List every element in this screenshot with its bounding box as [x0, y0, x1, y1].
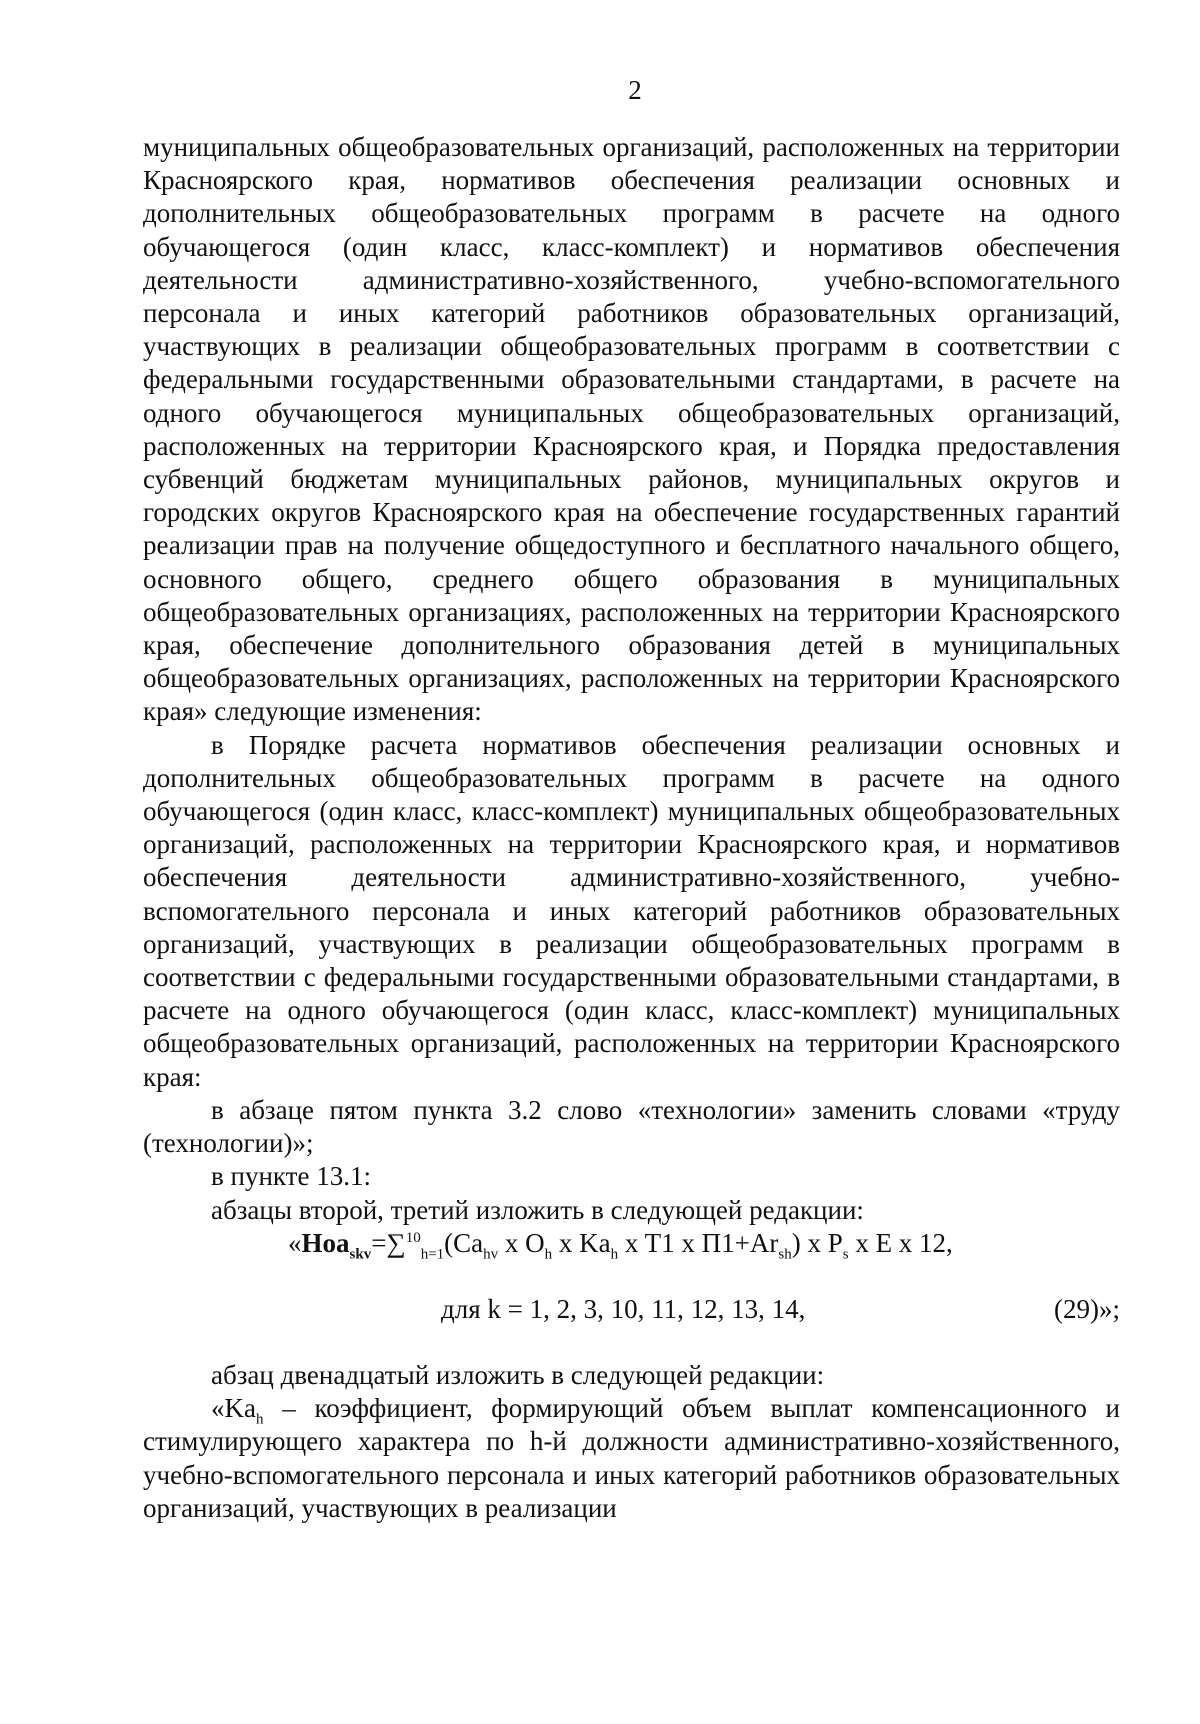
- formula-body-1-sub: hv: [483, 1246, 499, 1263]
- paragraph-intro: муниципальных общеобразовательных организаций, расположенных на территории Красноярского края, нормативов обеспечения реализации основных и дополнительных общеобразовательных программ в расчете на одного обучающегося (один класс, класс-комплект) и нормативов обеспечения деятельности административно-хозяйственного, учебно-вспомогательного персонала и иных категорий работников образовательных организаций, участвующих в реализации общеобразовательных программ в соответствии с федеральными государственными образовательными стандартами, в расчете на одного обучающегося муниципальных общеобразовательных организаций, расположенных на территории Красноярского края, и Порядка предоставления субвенций бюджетам муниципальных районов, муниципальных округов и городских округов Красноярского края на обеспечение государственных гарантий реализации прав на получение общедоступного и бесплатного начального общего, основного общего, среднего общего образования в муниципальных общеобразовательных организациях, расположенных на территории Красноярского края, обеспечение дополнительного образования детей в муниципальных общеобразовательных организациях, расположенных на территории Красноярского края» следующие изменения:: [143, 132, 1120, 727]
- formula-sum-lower: h=1: [420, 1246, 445, 1263]
- formula-body-3-sub: h: [610, 1246, 619, 1263]
- kah-sub: h: [255, 1411, 264, 1428]
- paragraph-item-3-2: в абзаце пятом пункта 3.2 слово «технологии» заменить словами «труду (технологии)»;: [143, 1094, 1120, 1159]
- formula-body-5-sub: s: [842, 1246, 849, 1263]
- formula-number: (29)»;: [1054, 1293, 1120, 1324]
- formula-lhs-sub: skv: [349, 1246, 372, 1263]
- paragraph-abzac-12: абзац двенадцатый изложить в следующей редакции:: [211, 1359, 825, 1390]
- formula-equals: =: [371, 1227, 387, 1258]
- formula-body-4: x T1 x П1+Ar: [618, 1227, 779, 1258]
- formula-body-3: x Ka: [552, 1227, 611, 1258]
- formula-29: [143, 1227, 1120, 1263]
- formula-body-6: x E x 12,: [848, 1227, 953, 1258]
- formula-open-quote: «: [288, 1227, 302, 1258]
- formula-body-2-sub: h: [544, 1246, 553, 1263]
- paragraph-abzacy: абзацы второй, третий изложить в следующей редакции:: [211, 1194, 864, 1225]
- formula-sum-upper: 10: [405, 1229, 421, 1246]
- kah-prefix: «Ka: [211, 1393, 256, 1424]
- formula-sum-symbol: ∑: [386, 1227, 406, 1258]
- formula-condition: для k = 1, 2, 3, 10, 11, 12, 13, 14,: [441, 1293, 806, 1324]
- paragraph-order: в Порядке расчета нормативов обеспечения реализации основных и дополнительных общеобразовательных программ в расчете на одного обучающегося (один класс, класс-комплект) муниципальных общеобразовательных организаций, расположенных на территории Красноярского края, и нормативов обеспечения деятельности административно-хозяйственного, учебно-вспомогательного персонала и иных категорий работников образовательных организаций, участвующих в реализации общеобразовательных программ в соответствии с федеральными государственными образовательными стандартами, в расчете на одного обучающегося (один класс, класс-комплект) муниципальных общеобразовательных организаций, расположенных на территории Красноярского края:: [143, 729, 1120, 1092]
- formula-lhs: Hoa: [301, 1227, 350, 1258]
- formula-condition-row: [143, 1293, 1120, 1326]
- formula-body-1: (Ca: [444, 1227, 484, 1258]
- document-body: [143, 131, 1120, 1525]
- paragraph-item-13-1: в пункте 13.1:: [211, 1161, 371, 1192]
- page-number: 2: [628, 75, 642, 105]
- formula-body-2: x O: [498, 1227, 545, 1258]
- formula-body-4-sub: sh: [778, 1246, 792, 1263]
- formula-body-5: ) x P: [791, 1227, 843, 1258]
- paragraph-kah: [143, 1392, 1120, 1525]
- kah-text: – коэффициент, формирующий объем выплат компенсационного и стимулирующего характера по h-й должности административно-хозяйственного, учебно-вспомогательного персонала и иных категорий работников образовательных организаций, участвующих в реализации: [143, 1393, 1120, 1523]
